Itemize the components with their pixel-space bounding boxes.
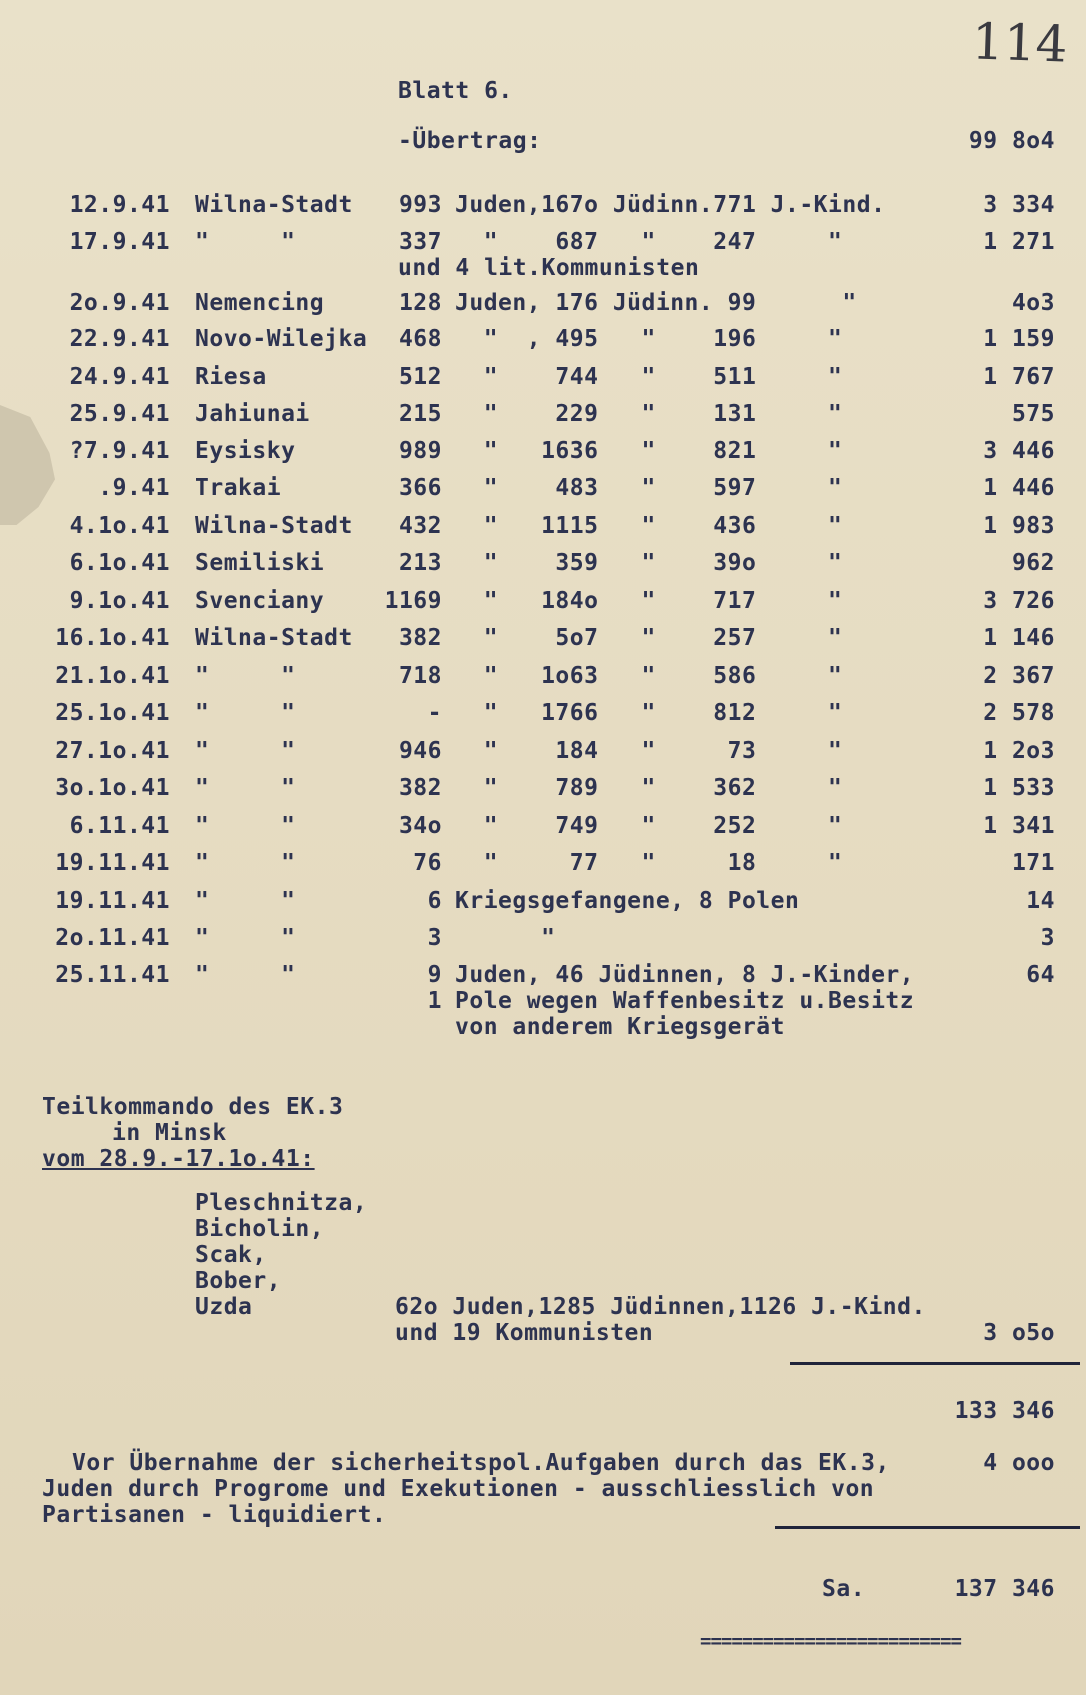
entry-date: 19.11.41 <box>55 888 170 914</box>
minsk-desc-1: 62o Juden,1285 Jüdinnen,1126 J.-Kind. <box>395 1294 926 1320</box>
entry-count-2: 1 <box>427 988 442 1014</box>
entry-description-2: und 4 lit.Kommunisten <box>398 255 700 281</box>
entry-count: 993 <box>398 192 442 218</box>
entry-total: 4o3 <box>1011 290 1055 316</box>
entry-place: Trakai <box>195 475 282 501</box>
pre-note-line-1: Vor Übernahme der sicherheitspol.Aufgaben durch das EK.3, <box>72 1450 890 1476</box>
entry-total: 1 533 <box>983 775 1055 801</box>
entry-description: " 5o7 " 257 " <box>455 625 843 651</box>
entry-count: 215 <box>398 401 442 427</box>
entry-place: Semiliski <box>195 550 325 576</box>
entry-date: 24.9.41 <box>69 364 170 390</box>
sheet-label: Blatt 6. <box>398 78 513 104</box>
entry-count: 337 <box>398 229 442 255</box>
entry-count: 382 <box>398 625 442 651</box>
subtotal-rule <box>790 1362 1080 1365</box>
entry-count: 432 <box>398 513 442 539</box>
entry-date: 17.9.41 <box>69 229 170 255</box>
entry-count: 512 <box>398 364 442 390</box>
entry-date: 25.9.41 <box>69 401 170 427</box>
entry-total: 64 <box>1026 962 1055 988</box>
entry-count: 468 <box>398 326 442 352</box>
entry-description: " <box>455 925 556 951</box>
minsk-place: Uzda <box>195 1294 253 1320</box>
minsk-desc-2: und 19 Kommunisten <box>395 1320 654 1346</box>
entry-description-3: von anderem Kriegsgerät <box>455 1014 785 1040</box>
entry-count: 34o <box>398 813 442 839</box>
sum-rule <box>775 1526 1080 1529</box>
entry-total: 3 334 <box>983 192 1055 218</box>
entry-description: " 483 " 597 " <box>455 475 843 501</box>
sum-label: Sa. <box>822 1576 866 1602</box>
entry-count: 76 <box>413 850 442 876</box>
entry-count: 128 <box>398 290 442 316</box>
entry-date: 25.11.41 <box>55 962 170 988</box>
entry-date: 2o.11.41 <box>55 925 170 951</box>
minsk-total: 3 o5o <box>983 1320 1055 1346</box>
entry-count: 6 <box>427 888 442 914</box>
entry-count: 989 <box>398 438 442 464</box>
entry-date: ?7.9.41 <box>69 438 170 464</box>
entry-count: - <box>427 700 442 726</box>
entry-description: " , 495 " 196 " <box>455 326 843 352</box>
entry-place: Wilna-Stadt <box>195 625 353 651</box>
pre-note-line-3: Partisanen - liquidiert. <box>42 1502 387 1528</box>
minsk-heading-1: Teilkommando des EK.3 <box>42 1094 344 1120</box>
sum-value: 137 346 <box>954 1576 1055 1602</box>
entry-description: " 1636 " 821 " <box>455 438 843 464</box>
entry-total: 3 <box>1040 925 1055 951</box>
entry-date: 6.11.41 <box>69 813 170 839</box>
entry-description: " 789 " 362 " <box>455 775 843 801</box>
entry-place: " " <box>195 663 296 689</box>
entry-date: 19.11.41 <box>55 850 170 876</box>
entry-date: 27.1o.41 <box>55 738 170 764</box>
minsk-place: Bober, <box>195 1268 282 1294</box>
minsk-heading-3: vom 28.9.-17.1o.41: <box>42 1146 315 1172</box>
entry-date: 4.1o.41 <box>69 513 170 539</box>
minsk-place: Pleschnitza, <box>195 1190 368 1216</box>
entry-total: 1 446 <box>983 475 1055 501</box>
pre-note-line-2: Juden durch Progrome und Exekutionen - ausschliesslich von <box>42 1476 875 1502</box>
entry-description: " 184 " 73 " <box>455 738 843 764</box>
entry-place: " " <box>195 775 296 801</box>
entry-date: 21.1o.41 <box>55 663 170 689</box>
entry-description: " 77 " 18 " <box>455 850 843 876</box>
entry-date: 16.1o.41 <box>55 625 170 651</box>
entry-date: 25.1o.41 <box>55 700 170 726</box>
entry-date: 2o.9.41 <box>69 290 170 316</box>
entry-total: 575 <box>1011 401 1055 427</box>
entry-description: " 1766 " 812 " <box>455 700 843 726</box>
entry-place: " " <box>195 925 296 951</box>
subtotal: 133 346 <box>954 1398 1055 1424</box>
entry-place: " " <box>195 700 296 726</box>
entry-place: Riesa <box>195 364 267 390</box>
entry-description: " 229 " 131 " <box>455 401 843 427</box>
entry-total: 171 <box>1011 850 1055 876</box>
entry-place: Nemencing <box>195 290 325 316</box>
entry-place: " " <box>195 888 296 914</box>
minsk-place: Scak, <box>195 1242 267 1268</box>
entry-count: 946 <box>398 738 442 764</box>
pre-value: 4 ooo <box>983 1450 1055 1476</box>
entry-total: 962 <box>1011 550 1055 576</box>
entry-count: 1169 <box>384 588 442 614</box>
entry-description: " 687 " 247 " <box>455 229 843 255</box>
entry-place: Novo-Wilejka <box>195 326 368 352</box>
entry-total: 3 726 <box>983 588 1055 614</box>
entry-total: 1 271 <box>983 229 1055 255</box>
entry-count: 718 <box>398 663 442 689</box>
entry-description: Juden,167o Jüdinn.771 J.-Kind. <box>455 192 886 218</box>
entry-place: Eysisky <box>195 438 296 464</box>
entry-description: Juden, 176 Jüdinn. 99 " <box>455 290 857 316</box>
entry-date: 3o.1o.41 <box>55 775 170 801</box>
entry-count: 9 <box>427 962 442 988</box>
entry-place: Jahiunai <box>195 401 310 427</box>
entry-place: " " <box>195 850 296 876</box>
entry-total: 1 767 <box>983 364 1055 390</box>
double-rule: ========================= <box>700 1630 961 1652</box>
carry-value: 99 8o4 <box>968 128 1055 154</box>
entry-place: " " <box>195 229 296 255</box>
entry-total: 1 146 <box>983 625 1055 651</box>
entry-count: 213 <box>398 550 442 576</box>
minsk-heading-2: in Minsk <box>112 1120 227 1146</box>
entry-total: 1 2o3 <box>983 738 1055 764</box>
entry-total: 3 446 <box>983 438 1055 464</box>
entry-description: " 744 " 511 " <box>455 364 843 390</box>
entry-date: 12.9.41 <box>69 192 170 218</box>
entry-date: 22.9.41 <box>69 326 170 352</box>
entry-place: " " <box>195 738 296 764</box>
entry-total: 2 578 <box>983 700 1055 726</box>
entry-total: 1 159 <box>983 326 1055 352</box>
entry-place: Wilna-Stadt <box>195 192 353 218</box>
handwritten-page-number: 114 <box>971 12 1069 74</box>
entry-total: 1 341 <box>983 813 1055 839</box>
entry-count: 3 <box>427 925 442 951</box>
carry-label: -Übertrag: <box>398 128 542 154</box>
entry-place: Wilna-Stadt <box>195 513 353 539</box>
entry-total: 2 367 <box>983 663 1055 689</box>
entry-description: " 184o " 717 " <box>455 588 843 614</box>
entry-description: " 749 " 252 " <box>455 813 843 839</box>
entry-total: 14 <box>1026 888 1055 914</box>
entry-description: " 1o63 " 586 " <box>455 663 843 689</box>
entry-place: " " <box>195 813 296 839</box>
entry-date: .9.41 <box>98 475 170 501</box>
entry-description: " 359 " 39o " <box>455 550 843 576</box>
entry-count: 382 <box>398 775 442 801</box>
entry-description: Juden, 46 Jüdinnen, 8 J.-Kinder, <box>455 962 915 988</box>
entry-total: 1 983 <box>983 513 1055 539</box>
minsk-place: Bicholin, <box>195 1216 325 1242</box>
entry-date: 6.1o.41 <box>69 550 170 576</box>
entry-count: 366 <box>398 475 442 501</box>
entry-date: 9.1o.41 <box>69 588 170 614</box>
entry-description: " 1115 " 436 " <box>455 513 843 539</box>
entry-description-2: Pole wegen Waffenbesitz u.Besitz <box>455 988 915 1014</box>
entry-place: Svenciany <box>195 588 325 614</box>
entry-place: " " <box>195 962 296 988</box>
entry-description: Kriegsgefangene, 8 Polen <box>455 888 800 914</box>
